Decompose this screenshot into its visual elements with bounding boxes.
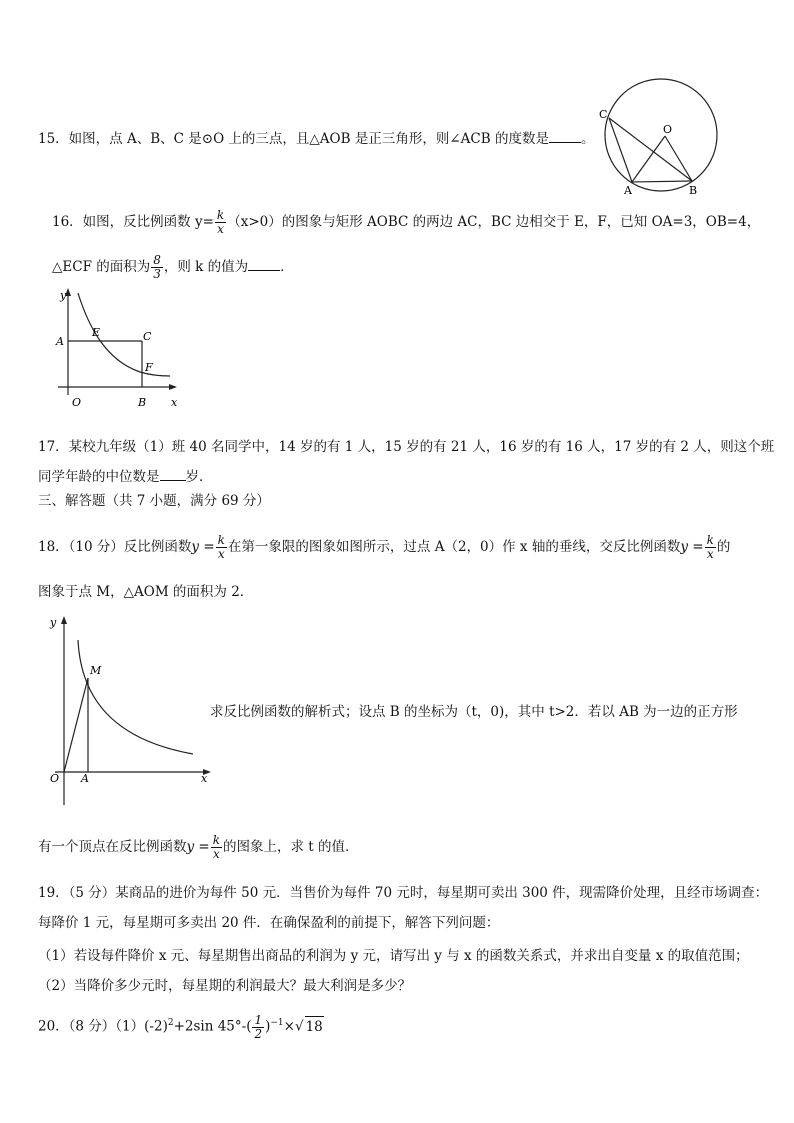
q17-line2b: 岁．: [185, 469, 213, 485]
segment-ob: [665, 136, 692, 181]
circle-o: [605, 79, 717, 191]
q16-part3: △ECF 的面积为: [52, 259, 151, 275]
q16-line1: [52, 209, 760, 236]
q20-d: ×: [283, 1018, 295, 1035]
frac-den: x: [217, 547, 225, 561]
q15-circle-figure: [595, 78, 725, 196]
q18-y-eq-2: y =: [680, 539, 704, 555]
x-axis-arrow: [169, 384, 177, 390]
q18-line1: [38, 534, 730, 561]
label-a: A: [81, 772, 89, 785]
segment-ca: [609, 118, 632, 182]
segment-cb: [609, 118, 692, 181]
q18-y-eq-3: y =: [186, 839, 210, 855]
q18-l4a: 有一个顶点在反比例函数: [38, 839, 187, 855]
q16-line2: [52, 254, 294, 281]
q16-end: ．: [280, 259, 294, 275]
q16-part1: 16．如图，反比例函数 y=: [52, 214, 214, 230]
label-c: C: [143, 330, 152, 343]
q15-answer-blank[interactable]: [549, 128, 581, 143]
label-o: O: [50, 772, 60, 785]
label-a: A: [56, 335, 64, 348]
frac-num: k: [212, 833, 221, 847]
label-o: O: [72, 396, 82, 409]
frac-den: 3: [153, 267, 161, 281]
q16-part4: ，则 k 的值为: [163, 259, 249, 275]
q18-frac-kx-2: [705, 534, 716, 561]
hyperbola-curve: [78, 640, 193, 754]
q20-sqrt-value: 18: [305, 1016, 324, 1037]
frac-num: k: [216, 208, 225, 222]
q15-text: [38, 128, 594, 149]
q20-exp2: −1: [270, 1018, 284, 1028]
q18-l1a: 18．（10 分）反比例函数: [38, 539, 192, 555]
q18-frac-kx-3: [211, 834, 222, 861]
label-y: y: [50, 616, 57, 629]
q18-line2: 图象于点 M，△AOM 的面积为 2．: [38, 584, 254, 600]
q20-frac-half: [252, 1014, 264, 1041]
segment-om: [64, 678, 88, 772]
q17-answer-blank[interactable]: [160, 466, 186, 481]
q16-graph-figure: [50, 285, 190, 415]
label-e: E: [92, 326, 101, 339]
frac-den: x: [706, 547, 714, 561]
segment-ab: [632, 181, 692, 182]
q18-l1b: 在第一象限的图象如图所示，过点 A（2，0）作 x 轴的垂线，交反比例函数: [227, 539, 681, 555]
section-title: 三、解答题（共 7 小题，满分 69 分）: [38, 493, 270, 509]
segment-ao: [632, 136, 665, 182]
q15-stem: 15．如图，点 A、B、C 是⊙O 上的三点，且△AOB 是正三角形，则∠ACB 的度数是: [38, 131, 549, 147]
y-axis-arrow: [61, 616, 67, 624]
q18-line4: [38, 834, 359, 861]
q17-line2a: 同学年龄的中位数是: [38, 469, 160, 485]
q18-l1c: 的: [716, 539, 731, 555]
frac-den: 2: [254, 1026, 263, 1041]
sqrt-sign-icon: √: [294, 1018, 304, 1035]
q19-line3: （1）若设每件降价 x 元、每星期售出商品的利润为 y 元，请写出 y 与 x 的函数关系式，并求出自变量 x 的取值范围；: [38, 948, 749, 964]
q16-part2: （x>0）的图象与矩形 AOBC 的两边 AC，BC 边相交于 E，F，已知 OA=3，OB=4，: [227, 214, 761, 230]
frac-den: x: [217, 222, 224, 236]
q18-y-eq: y =: [191, 539, 215, 555]
q20-c: ): [265, 1018, 271, 1035]
frac-num: k: [706, 533, 714, 547]
q18-l4b: 的图象上，求 t 的值．: [223, 839, 359, 855]
label-b: B: [138, 396, 147, 409]
q18-graph-figure: [45, 610, 215, 810]
label-o: O: [663, 123, 673, 136]
q16-answer-blank[interactable]: [248, 256, 280, 271]
q17-line1: 17．某校九年级（1）班 40 名同学中，14 岁的有 1 人，15 岁的有 21 人，16 岁的有 16 人，17 岁的有 2 人，则这个班: [38, 439, 775, 455]
label-m: M: [90, 664, 102, 677]
q19-line1: 19．（5 分）某商品的进价为每件 50 元．当售价为每件 70 元时，每星期可卖出 300 件，现需降价处理，且经市场调查：: [38, 885, 769, 901]
q18-frac-kx: [216, 534, 227, 561]
frac-num: k: [217, 533, 225, 547]
label-c: C: [599, 108, 608, 121]
frac-den: x: [212, 847, 220, 861]
q20-line1: [38, 1013, 324, 1041]
q16-frac-area: [151, 254, 163, 281]
q18-line3: 求反比例函数的解析式；设点 B 的坐标为（t，0)，其中 t>2．若以 AB 为一边的正方形: [210, 704, 738, 720]
q19-line4: （2）当降价多少元时，每星期的利润最大？最大利润是多少？: [38, 978, 412, 994]
q19-line2: 每降价 1 元，每星期可多卖出 20 件．在确保盈利的前提下，解答下列问题：: [38, 915, 500, 931]
label-a: A: [624, 184, 632, 196]
q16-frac-kx: [215, 209, 226, 236]
label-b: B: [689, 184, 698, 196]
q20-a: 20．（8 分）（1）(-2): [38, 1018, 168, 1035]
label-x: x: [171, 396, 178, 409]
label-f: F: [145, 361, 153, 374]
frac-num: 8: [153, 253, 161, 267]
q17-line2: [38, 466, 213, 487]
q20-b: +2sin 45°-(: [173, 1018, 252, 1035]
label-x: x: [201, 772, 208, 785]
q15-end: 。: [580, 131, 595, 147]
label-y: y: [60, 289, 67, 302]
frac-num: 1: [254, 1012, 263, 1027]
q20-exp1: 2: [167, 1018, 174, 1028]
